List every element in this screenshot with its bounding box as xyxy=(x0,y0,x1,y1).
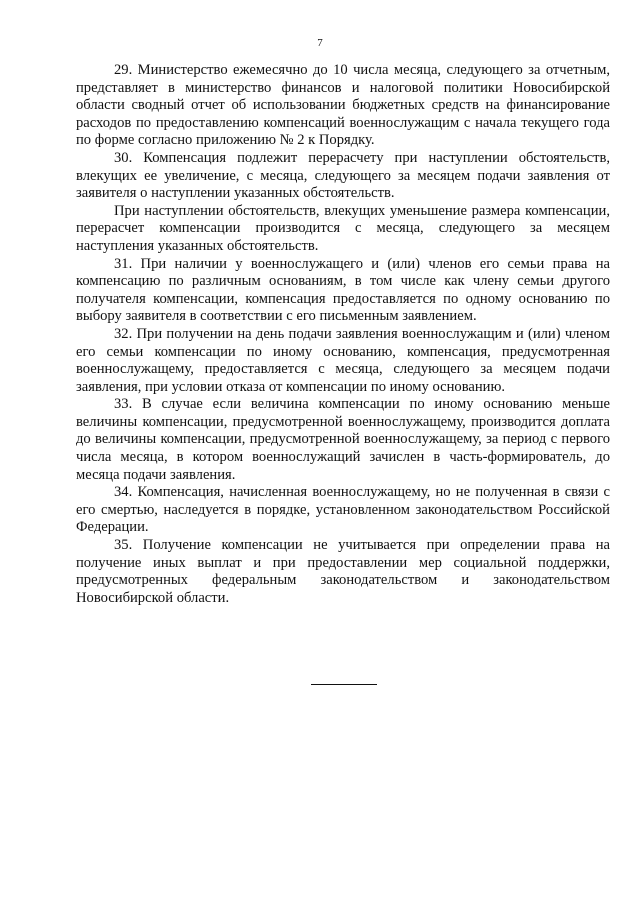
end-separator-line xyxy=(311,684,377,685)
page-number: 7 xyxy=(317,37,323,49)
paragraph-32: 32. При получении на день подачи заявления военнослужащим и (или) членом его семьи компенсации по иному основанию, компенсация, предусмотренная военнослужащему, предоставляется с месяца, следующего за месяцем подачи заявления, при условии отказа от компенсации по иному основанию. xyxy=(76,325,610,395)
paragraph-29: 29. Министерство ежемесячно до 10 числа месяца, следующего за отчетным, представляет в министерство финансов и налоговой политики Новосибирской области сводный отчет об использовании бюджетных средств на финансирование расходов по предоставлению компенсаций военнослужащим с начала текущего года по форме согласно приложению № 2 к Порядку. xyxy=(76,62,610,149)
paragraph-30-continued: При наступлении обстоятельств, влекущих уменьшение размера компенсации, перерасчет компенсации производится с месяца, следующего за месяцем наступления указанных обстоятельств. xyxy=(76,202,610,254)
paragraph-30: 30. Компенсация подлежит перерасчету при наступлении обстоятельств, влекущих ее увеличение, с месяца, следующего за месяцем подачи заявления от заявителя о наступлении указанных обстоятельств. xyxy=(76,149,610,202)
paragraph-35: 35. Получение компенсации не учитывается при определении права на получение иных выплат и при предоставлении мер социальной поддержки, предусмотренных федеральным законодательством и законодательством Новосибирской области. xyxy=(76,537,610,606)
paragraph-34: 34. Компенсация, начисленная военнослужащему, но не полученная в связи с его смертью, наследуется в порядке, установленном законодательством Российской Федерации. xyxy=(76,484,610,536)
paragraph-31: 31. При наличии у военнослужащего и (или) членов его семьи права на компенсацию по различным основаниям, в том числе как члену семьи другого получателя компенсации, компенсация предоставляется по одному основанию по выбору заявителя в соответствии с его письменным заявлением. xyxy=(76,255,610,325)
document-body xyxy=(76,62,610,607)
paragraph-33: 33. В случае если величина компенсации по иному основанию меньше величины компенсации, предусмотренной военнослужащему, производится доплата до величины компенсации, предусмотренной военнослужащему, за период с первого числа месяца, в котором военнослужащий зачислен в часть-формирователь, до месяца подачи заявления. xyxy=(76,396,610,483)
